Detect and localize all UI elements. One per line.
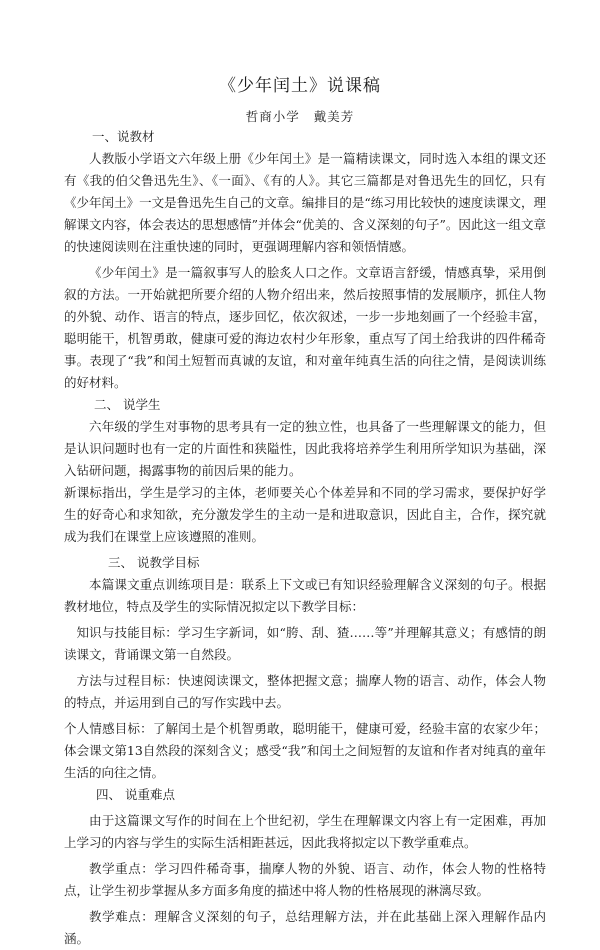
paragraph-4-3: 教学难点：理解含义深刻的句子，总结理解方法，并在此基础上深入理解作品内涵。 [64, 909, 546, 946]
section-heading-2: 二、 说学生 [94, 397, 161, 412]
section-heading-4: 四、 说重难点 [96, 787, 175, 802]
paragraph-4-1: 由于这篇课文写作的时间在上个世纪初，学生在理解课文内容上有一定困难，再加上学习的内容与学生的实际生活相距甚远，因此我将拟定以下教学重难点。 [64, 813, 546, 850]
paragraph-3-2: 知识与技能目标：学习生字新词，如“胯、刮、猹……等”并理解其意义；有感情的朗读课文，背诵课文第一自然段。 [64, 625, 546, 662]
paragraph-3-4: 个人情感目标：了解闰土是个机智勇敢，聪明能干，健康可爱，经验丰富的农家少年；体会课文第13自然段的深刻含义；感受“我”和闰土之间短暂的友谊和作者对纯真的童年生活的向往之情。 [64, 721, 546, 780]
page-title: 《少年闰土》说课稿 [219, 76, 381, 96]
paragraph-3-1: 本篇课文重点训练项目是：联系上下文或已有知识经验理解含义深刻的句子。根据教材地位，特点及学生的实际情况拟定以下教学目标： [64, 577, 546, 614]
paragraph-4-2: 教学重点：学习四件稀奇事，揣摩人物的外貌、语言、动作，体会人物的性格特点，让学生初步掌握从多方面多角度的描述中将人物的性格展现的淋漓尽致。 [64, 861, 546, 898]
section-heading-3: 三、 说教学目标 [108, 555, 200, 570]
paragraph-1-2: 《少年闰土》是一篇叙事写人的脍炙人口之作。文章语言舒缓，情感真挚，采用倒叙的方法。一开始就把所要介绍的人物介绍出来，然后按照事情的发展顺序，抓住人物的外貌、动作、语言的特点，逐步回忆，依次叙述，一步一步地刻画了一个经验丰富，聪明能干，机智勇敢，健康可爱的海边农村少年形象，重点写了闰土给我讲的四件稀奇事。表现了“我”和闰土短暂而真诚的友谊，和对童年纯真生活的向往之情，是阅读训练的好材料。 [64, 265, 546, 390]
paragraph-1-1: 人教版小学语文六年级上册《少年闰土》是一篇精读课文，同时选入本组的课文还有《我的伯父鲁迅先生》、《一面》、《有的人》。其它三篇都是对鲁迅先生的回忆，只有《少年闰土》一文是鲁迅先生自己的文章。编排目的是“练习用比较快的速度读课文，理解课文内容，体会表达的思想感情”并体会“优美的、含义深刻的句子”。因此这一组文章的快速阅读则在注重快速的同时，更强调理解内容和领悟情感。 [64, 151, 546, 254]
paragraph-2-1: 六年级的学生对事物的思考具有一定的独立性，也具备了一些理解课文的能力，但是认识问题时也有一定的片面性和狭隘性，因此我将培养学生利用所学知识为基础，深入钻研问题，揭露事物的前因后果的能力。 [64, 419, 546, 478]
paragraph-3-3: 方法与过程目标：快速阅读课文，整体把握文意；揣摩人物的语言、动作，体会人物的特点，并运用到自己的写作实践中去。 [64, 673, 546, 710]
author-school: 哲商小学 [245, 109, 300, 124]
document-body [64, 126, 546, 950]
paragraph-2-2: 新课标指出，学生是学习的主体，老师要关心个体差异和不同的学习需求，要保护好学生的好奇心和求知欲，充分激发学生的主动一是和进取意识，因此自主，合作，探究就成为我们在课堂上应该遵照的准则。 [64, 485, 546, 544]
section-heading-1: 一、说教材 [92, 129, 155, 144]
author-name: 戴美芳 [313, 109, 355, 124]
author-line [0, 108, 600, 126]
